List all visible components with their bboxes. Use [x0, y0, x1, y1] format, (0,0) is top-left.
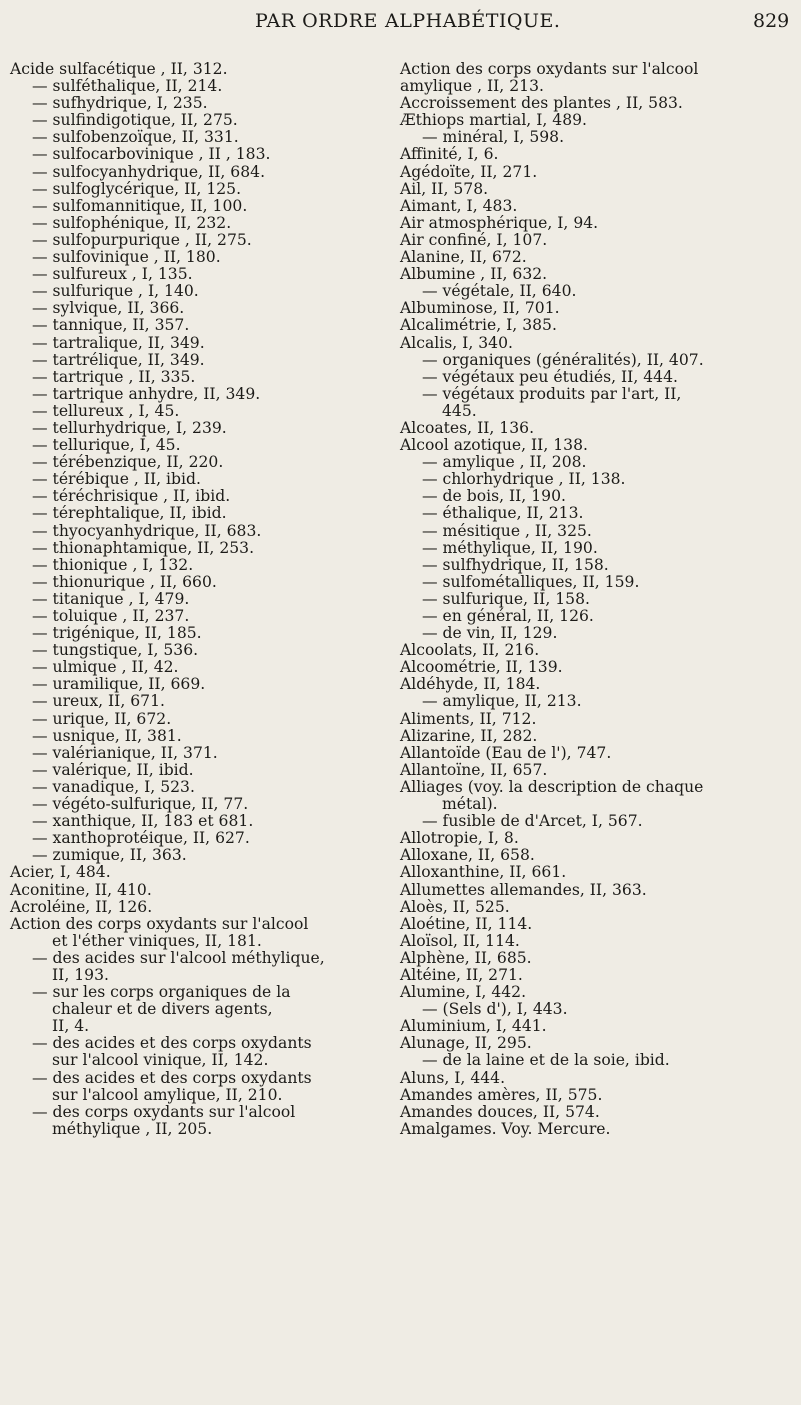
index-entry: — végétaux peu étudiés, II, 444. [422, 367, 678, 386]
index-entry: Alcalis, I, 340. [400, 333, 513, 352]
index-entry: — xanthoprotéique, II, 627. [32, 829, 250, 848]
index-entry: Alphène, II, 685. [400, 948, 532, 967]
index-entry: — (Sels d'), I, 443. [422, 1000, 568, 1019]
index-entry: Æthiops martial, I, 489. [400, 111, 588, 130]
index-entry: amylique , II, 213. [400, 77, 544, 96]
index-entry: Alcoométrie, II, 139. [400, 658, 563, 677]
index-entry: — minéral, I, 598. [422, 128, 565, 147]
header-right-text: ALPHABÉTIQUE. [385, 10, 561, 32]
index-entry: 445. [442, 401, 477, 420]
index-entry: — sur les corps organiques de la [32, 983, 291, 1002]
index-entry: — tartrique anhydre, II, 349. [32, 384, 261, 403]
index-entry: II, 193. [52, 965, 109, 984]
index-entry: — toluique , II, 237. [32, 607, 190, 625]
index-entry: — thionurique , II, 660. [32, 572, 217, 591]
index-entry: Aliments, II, 712. [400, 709, 537, 728]
index-entry: Ail, II, 578. [400, 179, 489, 198]
index-entry: — de bois, II, 190. [422, 487, 566, 506]
index-entry: — xanthique, II, 183 et 681. [32, 812, 254, 831]
index-entry: Amandes amères, II, 575. [400, 1085, 603, 1104]
index-entry: Alizarine, II, 282. [400, 726, 538, 745]
index-entry: Albumine , II, 632. [400, 265, 548, 284]
index-entry: méthylique , II, 205. [52, 1119, 213, 1138]
index-entry: Affinité, I, 6. [400, 145, 499, 164]
index-entry: Air confiné, I, 107. [400, 230, 548, 249]
index-entry: — sulfovinique , II, 180. [32, 248, 221, 267]
index-entry: Action des corps oxydants sur l'alcool [400, 60, 699, 78]
index-entry: — urique, II, 672. [32, 709, 172, 728]
index-entry: — thionique , I, 132. [32, 555, 194, 574]
index-entry: Aconitine, II, 410. [10, 880, 152, 899]
index-entry: Alliages (voy. la description de chaque [400, 777, 704, 796]
index-entry: Aloès, II, 525. [400, 897, 510, 916]
index-entry: Alcalimétrie, I, 385. [400, 316, 557, 335]
index-entry: — amylique , II, 208. [422, 453, 587, 472]
index-entry: Agédoïte, II, 271. [400, 162, 538, 181]
index-entry: Alcool azotique, II, 138. [400, 436, 588, 455]
index-entry: — des acides et des corps oxydants [32, 1068, 312, 1087]
index-entry: — sulféthalique, II, 214. [32, 77, 223, 96]
index-entry: Acroléine, II, 126. [10, 897, 153, 916]
index-entry: — tellurique, I, 45. [32, 436, 181, 455]
index-entry: — tannique, II, 357. [32, 316, 190, 335]
index-entry: — tartralique, II, 349. [32, 333, 205, 352]
index-entry: Alloxanthine, II, 661. [400, 863, 567, 882]
index-entry: — titanique , I, 479. [32, 589, 190, 608]
index-entry: — de la laine et de la soie, ibid. [422, 1051, 670, 1070]
index-entry: Amalgames. Voy. Mercure. [400, 1119, 611, 1138]
index-entry: — sulfoglycérique, II, 125. [32, 179, 242, 198]
index-entry: — tungstique, I, 536. [32, 641, 199, 660]
index-entry: — tartrélique, II, 349. [32, 350, 205, 369]
running-header [0, 10, 801, 40]
index-entry: — usnique, II, 381. [32, 726, 182, 745]
index-entry: Accroissement des plantes , II, 583. [400, 94, 683, 113]
index-entry: — trigénique, II, 185. [32, 624, 202, 643]
index-entry: Aluminium, I, 441. [400, 1017, 547, 1036]
index-entry: Alumine, I, 442. [400, 983, 527, 1002]
index-entry: Albuminose, II, 701. [400, 299, 560, 318]
index-entry: — sulfophénique, II, 232. [32, 213, 232, 232]
index-entry: — thionaphtamique, II, 253. [32, 538, 255, 557]
index-entry: — valérianique, II, 371. [32, 743, 218, 762]
index-entry: — méthylique, II, 190. [422, 538, 598, 557]
index-entry: — sulfocyanhydrique, II, 684. [32, 162, 266, 181]
index-entry: — ureux, II, 671. [32, 692, 165, 711]
index-entry: — thyocyanhydrique, II, 683. [32, 521, 262, 540]
index-column-right [397, 61, 797, 1138]
index-entry: — sulfométalliques, II, 159. [422, 572, 640, 591]
index-entry: — des acides et des corps oxydants [32, 1034, 312, 1053]
index-entry: Allantoïde (Eau de l'), 747. [400, 743, 612, 762]
index-entry: Allantoïne, II, 657. [400, 760, 548, 779]
index-entry: — chlorhydrique , II, 138. [422, 470, 626, 489]
index-entry: — térephtalique, II, ibid. [32, 504, 227, 523]
index-entry: Allumettes allemandes, II, 363. [400, 880, 647, 899]
index-entry: — sulfhydrique, II, 158. [422, 555, 609, 574]
index-entry: Allotropie, I, 8. [400, 829, 519, 848]
index-entry: chaleur et de divers agents, [52, 1000, 273, 1019]
index-entry: sur l'alcool vinique, II, 142. [52, 1051, 269, 1070]
index-entry: Amandes douces, II, 574. [400, 1102, 600, 1121]
index-entry: — végétale, II, 640. [422, 282, 577, 301]
index-entry: Alanine, II, 672. [400, 248, 527, 267]
index-entry: Alcoolats, II, 216. [400, 641, 540, 660]
header-left-text: PAR ORDRE [255, 10, 378, 32]
index-entry: Acier, I, 484. [10, 863, 111, 882]
index-entry: Aldéhyde, II, 184. [400, 675, 541, 694]
index-entry: — des corps oxydants sur l'alcool [32, 1102, 296, 1121]
index-entry: — végétaux produits par l'art, II, [422, 384, 682, 403]
index-entry: — zumique, II, 363. [32, 846, 187, 865]
index-entry: II, 4. [52, 1017, 90, 1036]
index-entry: — uramilique, II, 669. [32, 675, 206, 694]
index-entry: Action des corps oxydants sur l'alcool [10, 914, 309, 933]
index-entry: — amylique, II, 213. [422, 692, 582, 711]
index-entry: sur l'alcool amylique, II, 210. [52, 1085, 283, 1104]
index-entry: métal). [442, 795, 498, 814]
index-entry: — organiques (généralités), II, 407. [422, 350, 704, 369]
index-entry: — végéto-sulfurique, II, 77. [32, 795, 249, 814]
index-entry: — sulfobenzoïque, II, 331. [32, 128, 239, 147]
index-entry: Aimant, I, 483. [400, 196, 518, 215]
index-entry: — valérique, II, ibid. [32, 760, 194, 779]
index-entry: — tartrique , II, 335. [32, 367, 196, 386]
index-entry: et l'éther viniques, II, 181. [52, 931, 262, 950]
index-entry: — sulfomannitique, II, 100. [32, 196, 248, 215]
index-entry: — sulfurique , I, 140. [32, 282, 199, 301]
index-entry: — vanadique, I, 523. [32, 777, 195, 796]
index-entry: Alloxane, II, 658. [400, 846, 535, 865]
index-entry: — téréchrisique , II, ibid. [32, 487, 231, 506]
index-entry: — mésitique , II, 325. [422, 521, 592, 540]
index-entry: — térébique , II, ibid. [32, 470, 201, 489]
index-entry: Altéine, II, 271. [400, 965, 523, 984]
index-entry: — éthalique, II, 213. [422, 504, 584, 523]
index-entry: — sufhydrique, I, 235. [32, 94, 208, 113]
index-entry: — sulfopurpurique , II, 275. [32, 230, 252, 249]
index-column-left [7, 61, 382, 1138]
index-entry: Aloïsol, II, 114. [400, 931, 520, 950]
index-entry: Air atmosphérique, I, 94. [400, 213, 599, 232]
index-entry: Alunage, II, 295. [400, 1034, 532, 1053]
index-entry: — sylvique, II, 366. [32, 299, 185, 318]
index-entry: Aloétine, II, 114. [400, 914, 533, 933]
index-entry: — en général, II, 126. [422, 607, 594, 625]
page-number: 829 [753, 10, 790, 32]
index-entry: — tellurhydrique, I, 239. [32, 418, 227, 437]
index-entry: — des acides sur l'alcool méthylique, [32, 948, 325, 967]
index-entry: — sulfindigotique, II, 275. [32, 111, 238, 130]
index-entry: Alcoates, II, 136. [400, 418, 535, 437]
index-entry: Acide sulfacétique , II, 312. [10, 60, 228, 78]
index-entry: — fusible de d'Arcet, I, 567. [422, 812, 643, 831]
index-entry: — tellureux , I, 45. [32, 401, 180, 420]
index-entry: — térébenzique, II, 220. [32, 453, 224, 472]
index-entry: — sulfocarbovinique , II , 183. [32, 145, 271, 164]
index-entry: Aluns, I, 444. [400, 1068, 506, 1087]
index-entry: — ulmique , II, 42. [32, 658, 179, 677]
index-entry: — sulfureux , I, 135. [32, 265, 193, 284]
index-entry: — sulfurique, II, 158. [422, 589, 590, 608]
index-entry: — de vin, II, 129. [422, 624, 558, 643]
